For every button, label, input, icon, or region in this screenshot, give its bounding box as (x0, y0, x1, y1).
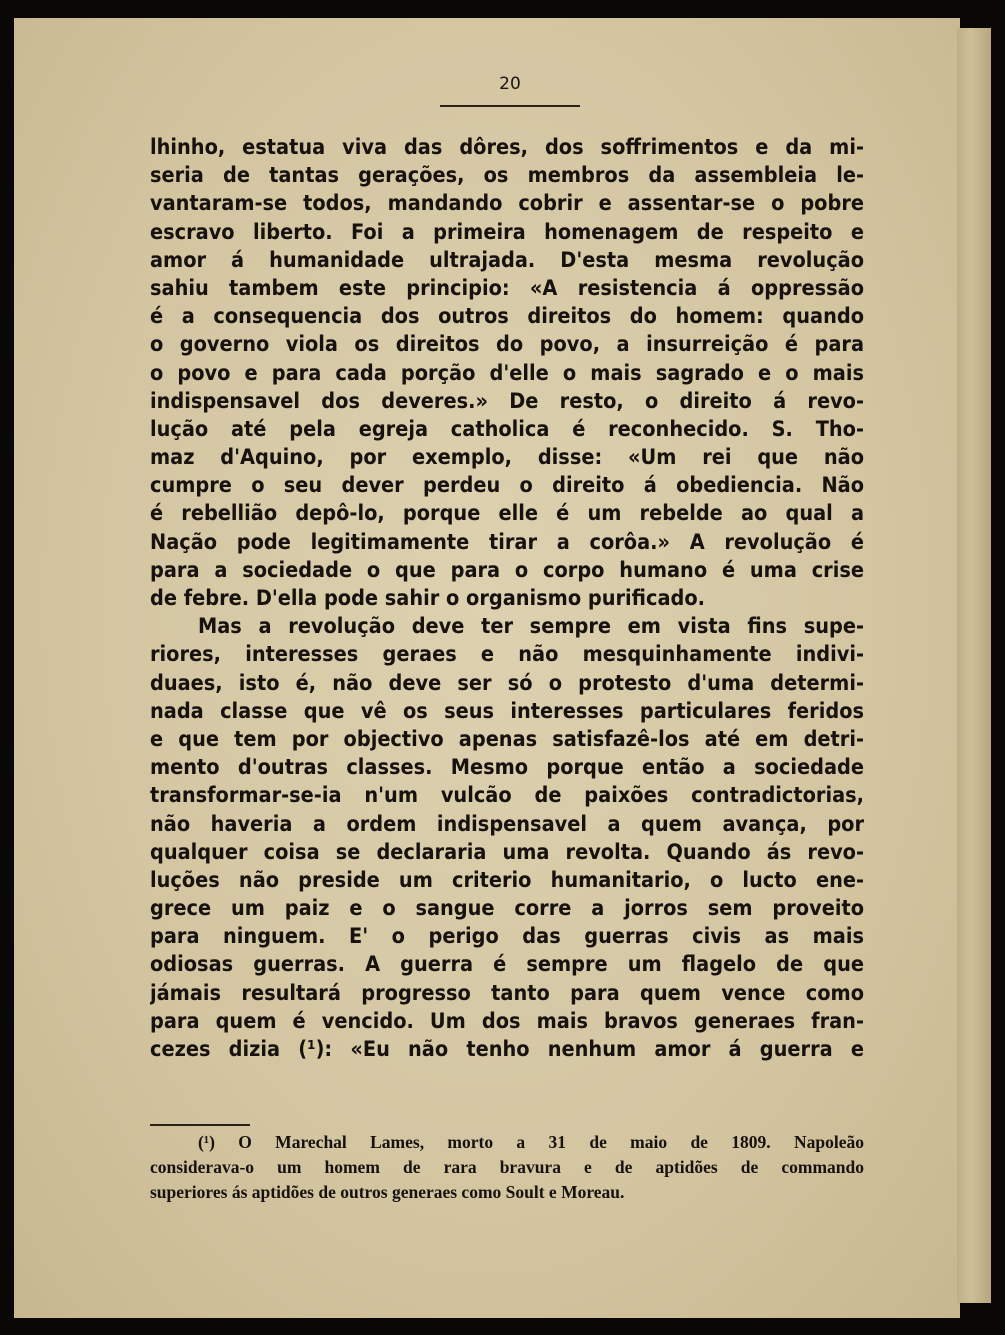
footnote-line: (¹) O Marechal Lames, morto a 31 de maio de 1809. Napoleão (198, 1132, 864, 1152)
text-line: nada classe que vê os seus interesses particulares feridos (150, 698, 864, 724)
text-line: mento d'outras classes. Mesmo porque então a sociedade (150, 755, 864, 781)
text-line: lhinho, estatua viva das dôres, dos soffrimentos e da mi- (150, 135, 864, 160)
text-line: lução até pela egreja catholica é reconhecido. S. Tho- (150, 416, 864, 442)
footnote-rule (150, 1124, 250, 1126)
page-number: 20 (499, 74, 521, 94)
text-line: sahiu tambem este principio: «A resistencia á oppressão (150, 275, 864, 301)
text-line: para a sociedade o que para o corpo humano é uma crise (150, 557, 864, 583)
text-line: é rebellião depô-lo, porque elle é um rebelde ao qual a (150, 501, 864, 527)
text-line: é a consequencia dos outros direitos do homem: quando (150, 304, 864, 330)
text-line: não haveria a ordem indispensavel a quem avança, por (150, 811, 864, 837)
text-line: jámais resultará progresso tanto para quem vence como (150, 980, 864, 1006)
text-line: luções não preside um criterio humanitario, o lucto ene- (150, 867, 864, 893)
text-line: cumpre o seu dever perdeu o direito á obediencia. Não (150, 473, 864, 499)
text-line: de febre. D'ella pode sahir o organismo purificado. (150, 586, 705, 611)
text-line: maz d'Aquino, por exemplo, disse: «Um rei que não (150, 445, 864, 471)
text-line: grece um paiz e o sangue corre a jorros sem proveito (150, 896, 864, 922)
text-line: para quem é vencido. Um dos mais bravos generaes fran- (150, 1008, 864, 1034)
header-rule (440, 105, 580, 107)
text-line: escravo liberto. Foi a primeira homenagem de respeito e (150, 219, 864, 245)
text-line: amor á humanidade ultrajada. D'esta mesma revolução (150, 247, 864, 273)
text-line: seria de tantas gerações, os membros da assembleia le- (150, 163, 864, 189)
text-line: para ninguem. E' o perigo das guerras civis as mais (150, 924, 864, 950)
text-line: odiosas guerras. A guerra é sempre um flagelo de que (150, 952, 864, 978)
footnote (150, 1130, 864, 1205)
text-line: riores, interesses geraes e não mesquinhamente indivi- (150, 642, 864, 668)
text-line: o povo e para cada porção d'elle o mais sagrado e o mais (150, 360, 864, 386)
footnote-line: superiores ás aptidões de outros generaes como Soult e Moreau. (150, 1182, 625, 1202)
text-line: Mas a revolução deve ter sempre em vista fins supe- (198, 614, 864, 640)
text-line: o governo viola os direitos do povo, a insurreição é para (150, 332, 864, 358)
text-line: qualquer coisa se declararia uma revolta. Quando ás revo- (150, 839, 864, 865)
page-edge (957, 28, 991, 1303)
text-line: e que tem por objectivo apenas satisfazê-los até em detri- (150, 726, 864, 752)
text-line: indispensavel dos deveres.» De resto, o direito á revo- (150, 388, 864, 414)
paragraph (150, 134, 864, 613)
text-line: vantaram-se todos, mandando cobrir e assentar-se o pobre (150, 191, 864, 217)
body-text (150, 134, 864, 1064)
text-line: duaes, isto é, não deve ser só o protesto d'uma determi- (150, 670, 864, 696)
text-line: transformar-se-ia n'um vulcão de paixões contradictorias, (150, 783, 864, 809)
text-line: Nação pode legitimamente tirar a corôa.» A revolução é (150, 529, 864, 555)
text-line: cezes dizia (¹): «Eu não tenho nenhum amor á guerra e (150, 1037, 864, 1062)
paragraph (150, 613, 864, 1064)
footnote-line: considerava-o um homem de rara bravura e de aptidões de commando (150, 1157, 864, 1177)
